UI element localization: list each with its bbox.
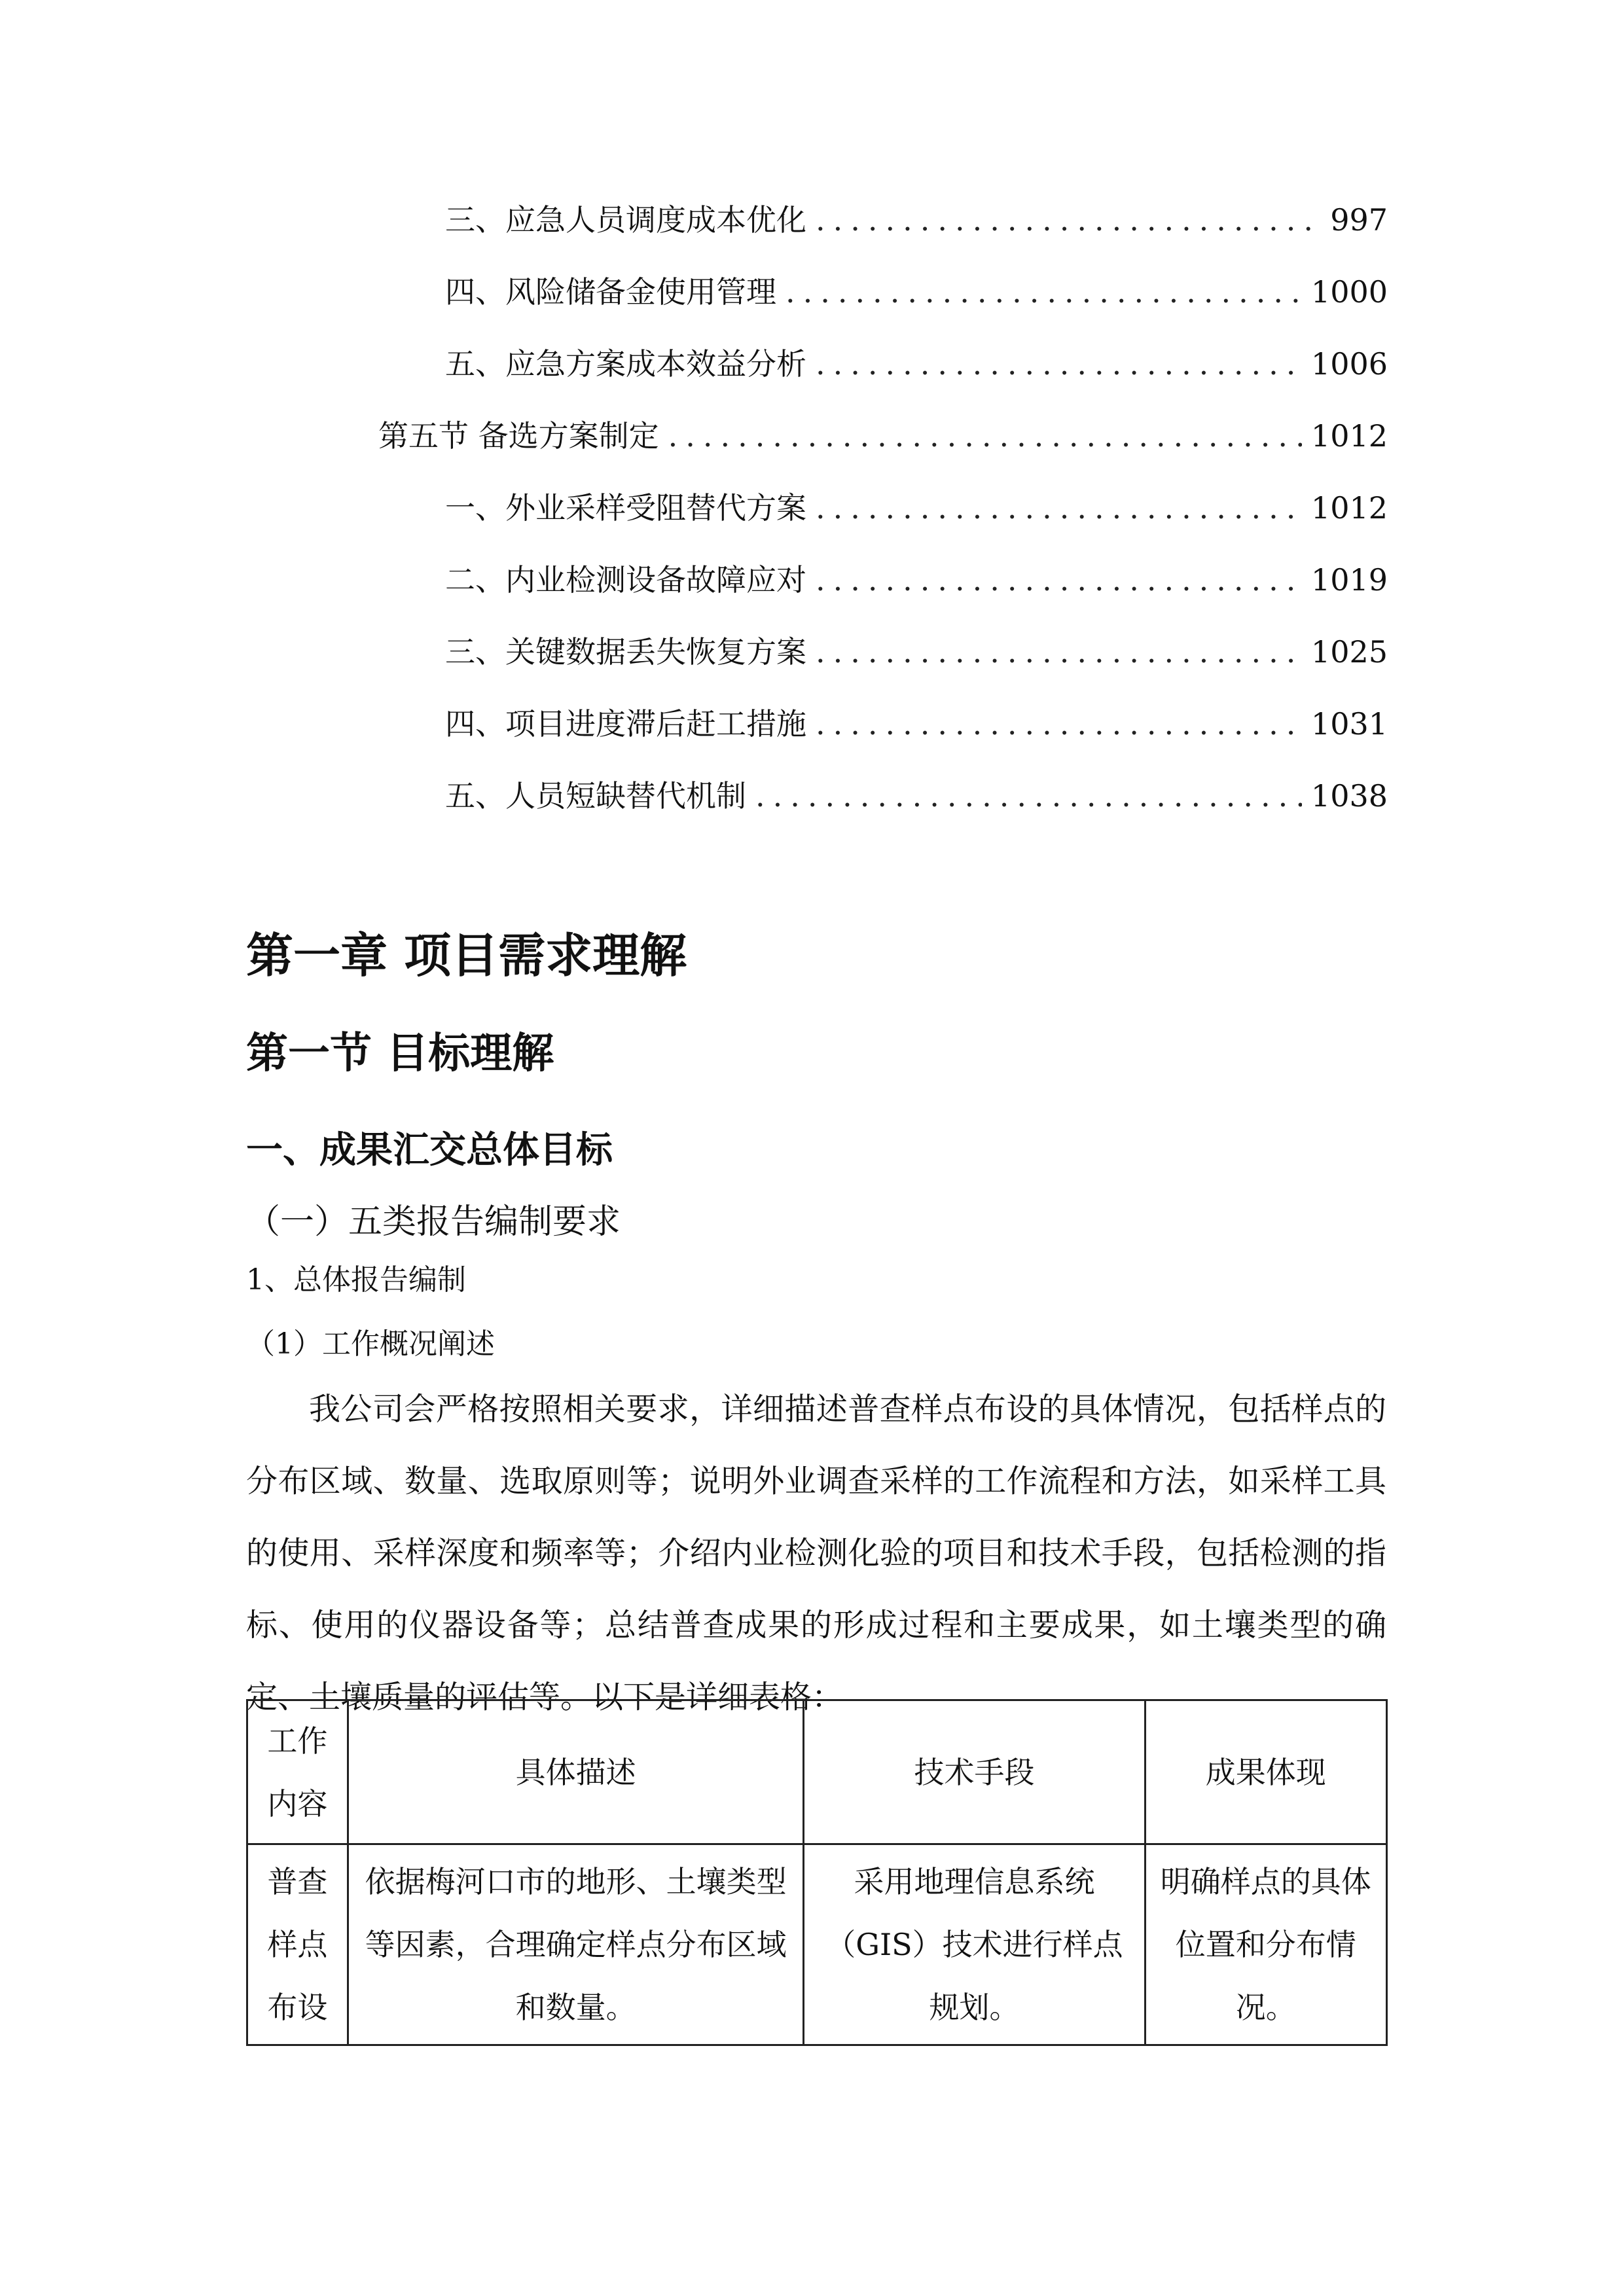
toc-leader-dots bbox=[816, 488, 1302, 528]
toc-entry-number: 一、 bbox=[445, 490, 505, 526]
toc-entry-number: 四、 bbox=[445, 706, 505, 742]
toc-section-entry[interactable] bbox=[378, 416, 1388, 456]
toc-entry-page: 1031 bbox=[1310, 706, 1388, 742]
table-row bbox=[247, 1844, 1387, 2045]
toc-entry-label: 内业检测设备故障应对 bbox=[505, 562, 806, 598]
chapter-title: 第一章 项目需求理解 bbox=[246, 928, 687, 983]
table-cell: 依据梅河口市的地形、土壤类型等因素，合理确定样点分布区域和数量。 bbox=[348, 1844, 804, 2045]
toc-entry-number: 三、 bbox=[445, 202, 505, 238]
toc-leader-dots bbox=[816, 200, 1321, 240]
toc-leader-dots bbox=[816, 632, 1302, 672]
toc-entry-label: 人员短缺替代机制 bbox=[505, 778, 746, 814]
requirement-title: （一）五类报告编制要求 bbox=[246, 1202, 621, 1242]
table-cell: 明确样点的具体位置和分布情况。 bbox=[1145, 1844, 1386, 2045]
table-cell: 采用地理信息系统（GIS）技术进行样点规划。 bbox=[804, 1844, 1145, 2045]
table-header-cell: 成果体现 bbox=[1145, 1700, 1386, 1844]
toc-entry[interactable] bbox=[445, 344, 1388, 384]
toc-leader-dots bbox=[755, 776, 1302, 816]
table-cell: 普查样点布设 bbox=[247, 1844, 348, 2045]
subsection-title: 一、成果汇交总体目标 bbox=[246, 1129, 613, 1172]
toc-entry-page: 1012 bbox=[1310, 490, 1388, 526]
toc-leader-dots bbox=[816, 560, 1302, 600]
table-header-cell: 工作内容 bbox=[247, 1700, 348, 1844]
toc-entry-page: 1006 bbox=[1310, 346, 1388, 382]
toc-entry-label: 外业采样受阻替代方案 bbox=[505, 490, 806, 526]
toc-entry-page: 1012 bbox=[1310, 418, 1388, 454]
table-header-cell: 具体描述 bbox=[348, 1700, 804, 1844]
toc-entry[interactable] bbox=[445, 488, 1388, 528]
toc-entry[interactable] bbox=[445, 632, 1388, 672]
table-header-cell: 技术手段 bbox=[804, 1700, 1145, 1844]
toc-entry-page: 997 bbox=[1330, 202, 1388, 238]
toc-entry-number: 四、 bbox=[445, 274, 505, 310]
toc-leader-dots bbox=[816, 344, 1302, 384]
toc-entry-page: 1019 bbox=[1310, 562, 1388, 598]
toc-entry-label: 项目进度滞后赶工措施 bbox=[505, 706, 806, 742]
section-title: 第一节 目标理解 bbox=[246, 1030, 554, 1078]
work-table bbox=[246, 1699, 1388, 2046]
toc-entry-page: 1025 bbox=[1310, 634, 1388, 670]
item-title: 1、总体报告编制 bbox=[246, 1263, 466, 1297]
toc-entry-number: 三、 bbox=[445, 634, 505, 670]
toc-entry[interactable] bbox=[445, 560, 1388, 600]
toc-leader-dots bbox=[785, 272, 1302, 312]
toc-entry[interactable] bbox=[445, 272, 1388, 312]
table-header-row bbox=[247, 1700, 1387, 1844]
body-paragraph: 我公司会严格按照相关要求，详细描述普查样点布设的具体情况，包括样点的分布区域、数量、选取原则等；说明外业调查采样的工作流程和方法，如采样工具的使用、采样深度和频率等；介绍内业检测化验的项目和技术手段，包括检测的指标、使用的仪器设备等；总结普查成果的形成过程和主要成果，如土壤类型的确定、土壤质量的评估等。以下是详细表格： bbox=[246, 1391, 1386, 1715]
toc-entry-label: 应急人员调度成本优化 bbox=[505, 202, 806, 238]
toc-entry-label: 风险储备金使用管理 bbox=[505, 274, 776, 310]
toc-leader-dots bbox=[816, 704, 1302, 744]
toc-entry-label: 关键数据丢失恢复方案 bbox=[505, 634, 806, 670]
toc-entry-page: 1038 bbox=[1310, 778, 1388, 814]
toc-entry-number: 二、 bbox=[445, 562, 505, 598]
toc-entry-page: 1000 bbox=[1310, 274, 1388, 310]
work-title: （1）工作概况阐述 bbox=[246, 1327, 495, 1361]
toc-entry-label: 第五节 备选方案制定 bbox=[378, 418, 659, 454]
toc-leader-dots bbox=[668, 416, 1302, 456]
toc-entry[interactable] bbox=[445, 776, 1388, 816]
toc-entry-number: 五、 bbox=[445, 778, 505, 814]
toc-entry-number: 五、 bbox=[445, 346, 505, 382]
toc-entry-label: 应急方案成本效益分析 bbox=[505, 346, 806, 382]
toc-entry[interactable] bbox=[445, 704, 1388, 744]
toc-entry[interactable] bbox=[445, 200, 1388, 240]
